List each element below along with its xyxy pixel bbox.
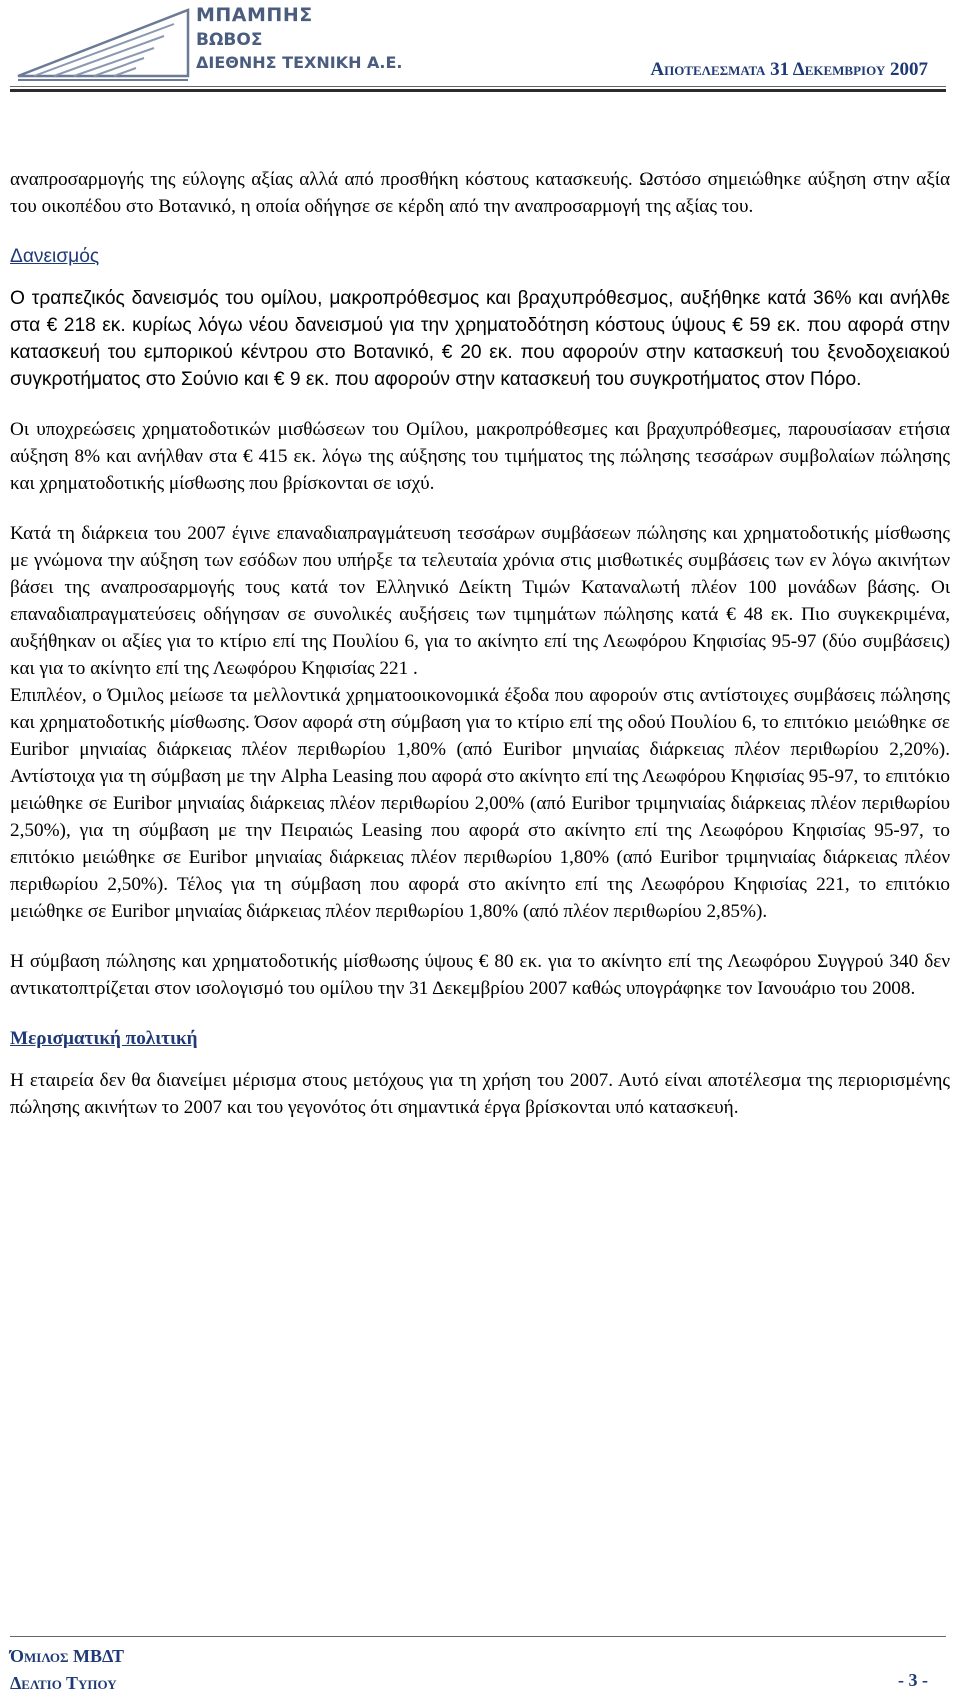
paragraph-renegotiation: Κατά τη διάρκεια του 2007 έγινε επαναδιαπραγμάτευση τεσσάρων συμβάσεων πώλησης και χρηματοδοτικής μίσθωσης με γνώμονα την αύξηση των εσόδων που υπήρξε τα τελευταία χρόνια στις μισθωτικές συμβάσεις των εν λόγω ακινήτων βάσει της αναπροσαρμογής τους κατά τον Ελληνικό Δείκτη Τιμών Καταναλωτή πλέον 100 μονάδων βάσης. Οι επαναδιαπραγματεύσεις οδήγησαν σε συνολικές αυξήσεις των τιμημάτων πώλησης κατά € 48 εκ. Πιο συγκεκριμένα, αυξήθηκαν οι αξίες για το κτίριο επί της Πουλίου 6, για το ακίνητο επί της Λεωφόρου Κηφισίας 95-97 (δύο συμβάσεις) και για το ακίνητο επί της Λεωφόρου Κηφισίας 221 . bbox=[10, 523, 950, 679]
header-divider-thick bbox=[10, 89, 946, 92]
footer-label bbox=[10, 1643, 124, 1697]
logo-line1: ΜΠΑΜΠΗΣ bbox=[196, 4, 313, 26]
paragraph-interest-rates: Επιπλέον, ο Όμιλος μείωσε τα μελλοντικά χρηματοοικονομικά έξοδα που αφορούν στις αντίστοιχες συμβάσεις πώλησης και χρηματοδοτικής μίσθωσης. Όσον αφορά στη σύμβαση για το κτίριο επί της οδού Πουλίου 6, το επιτόκιο μειώθηκε σε Euribor μηνιαίας διάρκειας πλέον περιθωρίου 1,80% (από Euribor μηνιαίας διάρκειας πλέον περιθωρίου 2,20%). Αντίστοιχα για τη σύμβαση με την Alpha Leasing που αφορά στο ακίνητο επί της Λεωφόρου Κηφισίας 95-97, το επιτόκιο μειώθηκε σε Euribor μηνιαίας διάρκειας πλέον περιθωρίου 2,00% (από Euribor τριμηνιαίας διάρκειας πλέον περιθωρίου 2,50%), για τη σύμβαση με την Πειραιώς Leasing που αφορά στο ακίνητο επί της Λεωφόρου Κηφισίας 95-97, το επιτόκιο μειώθηκε σε Euribor μηνιαίας διάρκειας πλέον περιθωρίου 1,80% (από Euribor τριμηνιαίας διάρκειας πλέον περιθωρίου 2,50%). Τέλος για τη σύμβαση που αφορά στο ακίνητο επί της Λεωφόρου Κηφισίας 221, το επιτόκιο μειώθηκε σε Euribor μηνιαίας διάρκειας πλέον περιθωρίου 1,80% (από πλέον περιθωρίου 2,85%). bbox=[10, 685, 950, 922]
logo-text bbox=[196, 2, 403, 74]
header-divider bbox=[10, 86, 946, 87]
heading-dividend-policy: Μερισματική πολιτική bbox=[10, 1028, 198, 1049]
logo-line2: ΒΩΒΟΣ bbox=[196, 30, 263, 50]
heading-borrowing: Δανεισμός bbox=[10, 246, 100, 267]
paragraph-lease-obligations: Οι υποχρεώσεις χρηματοδοτικών μισθώσεων του Ομίλου, μακροπρόθεσμες και βραχυπρόθεσμες, παρουσίασαν ετήσια αύξηση 8% και ανήλθαν στα € 415 εκ. λόγω της αύξησης του τιμήματος της πώλησης τεσσάρων συμβολαίων πώλησης και χρηματοδοτικής μίσθωσης που βρίσκονται σε ισχύ. bbox=[10, 419, 950, 494]
footer-group-name: Όμιλος ΜΒΔΤ bbox=[10, 1646, 125, 1666]
logo-line3: ΔΙΕΘΝΗΣ ΤΕΧΝΙΚΗ Α.Ε. bbox=[196, 53, 403, 72]
company-logo bbox=[14, 0, 444, 88]
paragraph-syngrou-lease: Η σύμβαση πώλησης και χρηματοδοτικής μίσθωσης ύψους € 80 εκ. για το ακίνητο επί της Λεωφόρου Συγγρού 340 δεν αντικατοπτρίζεται στον ισολογισμό του ομίλου την 31 Δεκεμβρίου 2007 καθώς υπογράφηκε τον Ιανουάριο του 2008. bbox=[10, 951, 950, 999]
footer-doc-type: Δελτιο Τυπου bbox=[10, 1673, 117, 1693]
paragraph-borrowing: Ο τραπεζικός δανεισμός του ομίλου, μακροπρόθεσμος και βραχυπρόθεσμος, αυξήθηκε κατά 36% και ανήλθε στα € 218 εκ. κυρίως λόγω νέου δανεισμού για την χρηματοδότηση κόστους ύψους € 59 εκ. που αφορά στην κατασκευή του εμπορικού κέντρου στο Βοτανικό, € 20 εκ. που αφορούν στην κατασκευή του ξενοδοχειακού συγκροτήματος στο Σούνιο και € 9 εκ. που αφορούν στην κατασκευή του συγκροτήματος στον Πόρο. bbox=[10, 288, 950, 390]
paragraph-dividend: Η εταιρεία δεν θα διανείμει μέρισμα στους μετόχους για τη χρήση του 2007. Αυτό είναι αποτέλεσμα της περιορισμένης πώλησης ακινήτων το 2007 και του γεγονότος ότι σημαντικά έργα βρίσκονται υπό κατασκευή. bbox=[10, 1070, 950, 1118]
logo-mark-icon bbox=[14, 0, 194, 88]
paragraph-fair-value: αναπροσαρμογής της εύλογης αξίας αλλά από προσθήκη κόστους κατασκευής. Ωστόσο σημειώθηκε αύξηση στην αξία του οικοπέδου στο Βοτανικό, η οποία οδήγησε σε κέρδη από την αναπροσαρμογή της αξίας του. bbox=[10, 169, 950, 217]
page-number: - 3 - bbox=[898, 1670, 928, 1690]
header-title: Αποτελεσματα 31 Δεκεμβριου 2007 bbox=[650, 59, 928, 80]
document-body bbox=[10, 166, 950, 1121]
footer-divider bbox=[10, 1636, 946, 1637]
